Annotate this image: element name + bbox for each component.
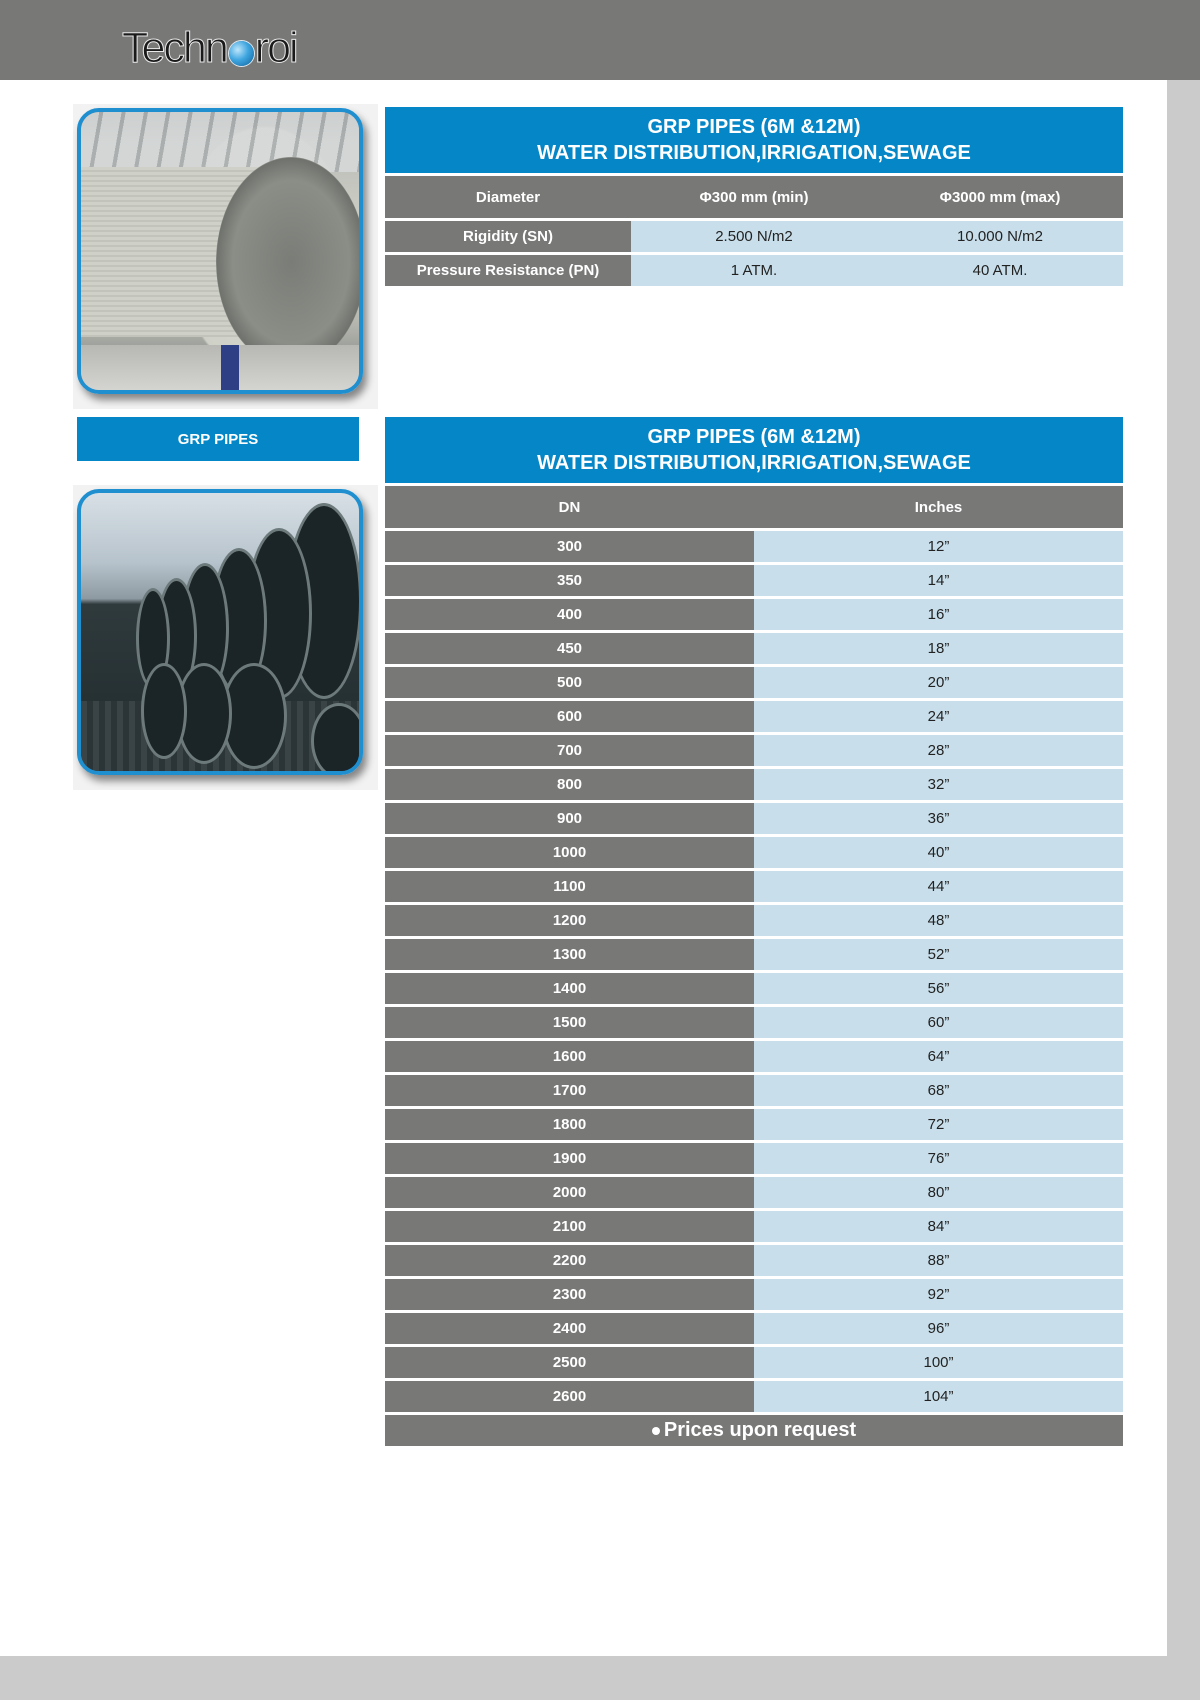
table-row <box>385 803 1123 834</box>
photo-pipe-mouth <box>216 157 363 367</box>
row-min-value: 2.500 N/m2 <box>631 221 877 252</box>
table-row <box>385 939 1123 970</box>
sizes-header-row <box>385 486 1123 528</box>
inches-cell: 72” <box>754 1109 1123 1140</box>
specs-row-pressure <box>385 255 1123 286</box>
header-diameter: Diameter <box>385 176 631 218</box>
dn-cell: 450 <box>385 633 754 664</box>
row-label: Rigidity (SN) <box>385 221 631 252</box>
table-row <box>385 837 1123 868</box>
sizes-table <box>385 417 1123 1446</box>
grp-pipes-stacked-photo <box>77 489 363 775</box>
inches-cell: 24” <box>754 701 1123 732</box>
dn-cell: 1800 <box>385 1109 754 1140</box>
inches-cell: 92” <box>754 1279 1123 1310</box>
inches-cell: 68” <box>754 1075 1123 1106</box>
specs-table <box>385 107 1123 286</box>
table-row <box>385 1211 1123 1242</box>
grp-pipe-factory-photo <box>77 108 363 394</box>
photo-floor <box>81 345 359 390</box>
dn-cell: 900 <box>385 803 754 834</box>
prices-footer <box>385 1415 1123 1446</box>
table-row <box>385 633 1123 664</box>
inches-cell: 20” <box>754 667 1123 698</box>
inches-cell: 60” <box>754 1007 1123 1038</box>
table-row <box>385 871 1123 902</box>
dn-cell: 1200 <box>385 905 754 936</box>
dn-cell: 500 <box>385 667 754 698</box>
dn-cell: 2400 <box>385 1313 754 1344</box>
inches-cell: 40” <box>754 837 1123 868</box>
table-row <box>385 701 1123 732</box>
photo-pipe-ring <box>311 703 363 775</box>
inches-cell: 80” <box>754 1177 1123 1208</box>
dn-cell: 1700 <box>385 1075 754 1106</box>
header-bar <box>0 0 1200 80</box>
inches-cell: 18” <box>754 633 1123 664</box>
table-row <box>385 735 1123 766</box>
sizes-table-title <box>385 417 1123 486</box>
table-row <box>385 667 1123 698</box>
dn-cell: 1500 <box>385 1007 754 1038</box>
dn-cell: 1900 <box>385 1143 754 1174</box>
header-dn: DN <box>385 486 754 528</box>
specs-table-title <box>385 107 1123 176</box>
inches-cell: 88” <box>754 1245 1123 1276</box>
header-inches: Inches <box>754 486 1123 528</box>
table-row <box>385 973 1123 1004</box>
dn-cell: 1000 <box>385 837 754 868</box>
row-label: Pressure Resistance (PN) <box>385 255 631 286</box>
table-row <box>385 1007 1123 1038</box>
dn-cell: 1600 <box>385 1041 754 1072</box>
logo-text-left: Techn <box>122 23 227 72</box>
inches-cell: 52” <box>754 939 1123 970</box>
table-row <box>385 599 1123 630</box>
table-row <box>385 1177 1123 1208</box>
inches-cell: 44” <box>754 871 1123 902</box>
dn-cell: 600 <box>385 701 754 732</box>
dn-cell: 800 <box>385 769 754 800</box>
specs-title-line2: WATER DISTRIBUTION,IRRIGATION,SEWAGE <box>537 142 971 164</box>
inches-cell: 84” <box>754 1211 1123 1242</box>
technoroi-logo <box>122 23 297 72</box>
dn-cell: 2600 <box>385 1381 754 1412</box>
specs-row-rigidity <box>385 221 1123 252</box>
inches-cell: 16” <box>754 599 1123 630</box>
inches-cell: 100” <box>754 1347 1123 1378</box>
table-row <box>385 565 1123 596</box>
table-row <box>385 1313 1123 1344</box>
dn-cell: 1100 <box>385 871 754 902</box>
dn-cell: 2500 <box>385 1347 754 1378</box>
sizes-rows <box>385 531 1123 1412</box>
sizes-title-line1: GRP PIPES (6M &12M) <box>647 426 861 448</box>
row-max-value: 10.000 N/m2 <box>877 221 1123 252</box>
table-row <box>385 1075 1123 1106</box>
inches-cell: 28” <box>754 735 1123 766</box>
table-row <box>385 1109 1123 1140</box>
header-min: Φ300 mm (min) <box>631 176 877 218</box>
row-min-value: 1 ATM. <box>631 255 877 286</box>
inches-cell: 96” <box>754 1313 1123 1344</box>
table-row <box>385 1347 1123 1378</box>
table-row <box>385 1143 1123 1174</box>
table-row <box>385 905 1123 936</box>
dn-cell: 400 <box>385 599 754 630</box>
logo-text-right: roi <box>254 23 297 72</box>
inches-cell: 14” <box>754 565 1123 596</box>
photo-pipe-stand <box>221 345 239 390</box>
inches-cell: 56” <box>754 973 1123 1004</box>
header-max: Φ3000 mm (max) <box>877 176 1123 218</box>
photo-pipe-ring <box>141 663 187 759</box>
prices-footer-text: Prices upon request <box>663 1419 857 1441</box>
grp-pipes-label: GRP PIPES <box>77 417 359 461</box>
inches-cell: 36” <box>754 803 1123 834</box>
row-max-value: 40 ATM. <box>877 255 1123 286</box>
dn-cell: 1400 <box>385 973 754 1004</box>
inches-cell: 32” <box>754 769 1123 800</box>
dn-cell: 700 <box>385 735 754 766</box>
specs-header-row <box>385 176 1123 218</box>
dn-cell: 350 <box>385 565 754 596</box>
dn-cell: 1300 <box>385 939 754 970</box>
inches-cell: 76” <box>754 1143 1123 1174</box>
bullet-icon <box>652 1427 660 1435</box>
dn-cell: 300 <box>385 531 754 562</box>
table-row <box>385 1381 1123 1412</box>
dn-cell: 2100 <box>385 1211 754 1242</box>
table-row <box>385 1041 1123 1072</box>
table-row <box>385 1245 1123 1276</box>
specs-title-line1: GRP PIPES (6M &12M) <box>647 116 861 138</box>
inches-cell: 48” <box>754 905 1123 936</box>
dn-cell: 2000 <box>385 1177 754 1208</box>
dn-cell: 2300 <box>385 1279 754 1310</box>
inches-cell: 12” <box>754 531 1123 562</box>
table-row <box>385 769 1123 800</box>
inches-cell: 64” <box>754 1041 1123 1072</box>
globe-icon <box>229 41 254 66</box>
table-row <box>385 1279 1123 1310</box>
inches-cell: 104” <box>754 1381 1123 1412</box>
sizes-title-line2: WATER DISTRIBUTION,IRRIGATION,SEWAGE <box>537 452 971 474</box>
dn-cell: 2200 <box>385 1245 754 1276</box>
table-row <box>385 531 1123 562</box>
